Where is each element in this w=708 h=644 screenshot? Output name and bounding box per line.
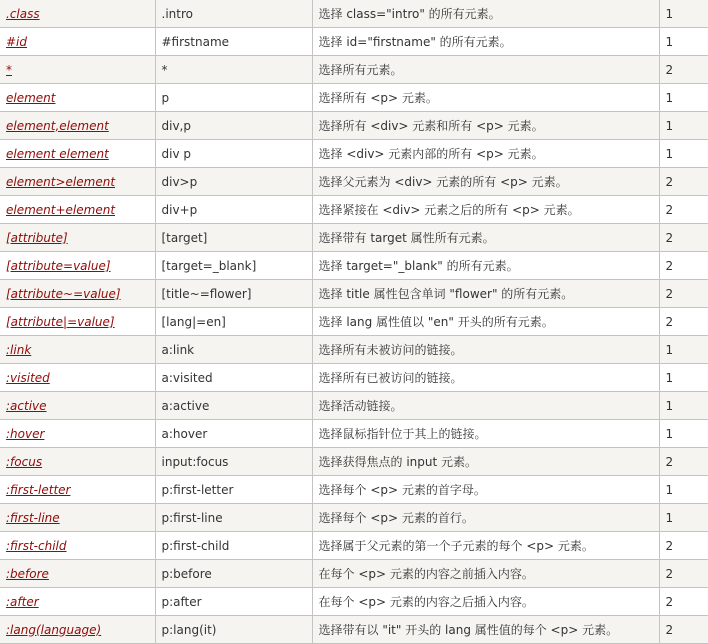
- selector-link[interactable]: :after: [6, 594, 39, 609]
- example-cell: input:focus: [155, 448, 312, 476]
- selector-link[interactable]: element+element: [6, 202, 116, 217]
- example-cell: p:lang(it): [155, 616, 312, 644]
- table-row: [0, 616, 708, 644]
- table-row: [0, 252, 708, 280]
- css-version-cell: 2: [659, 280, 708, 308]
- selector-cell: [0, 56, 155, 84]
- description-cell: 选择带有以 "it" 开头的 lang 属性值的每个 <p> 元素。: [312, 616, 659, 644]
- selector-cell: [0, 616, 155, 644]
- description-cell: 选择 lang 属性值以 "en" 开头的所有元素。: [312, 308, 659, 336]
- table-row: [0, 364, 708, 392]
- example-cell: #firstname: [155, 28, 312, 56]
- example-cell: div p: [155, 140, 312, 168]
- example-cell: a:active: [155, 392, 312, 420]
- example-cell: div>p: [155, 168, 312, 196]
- css-version-cell: 1: [659, 504, 708, 532]
- example-cell: [title~=flower]: [155, 280, 312, 308]
- selector-link[interactable]: :link: [6, 342, 32, 357]
- table-row: [0, 0, 708, 28]
- selector-link[interactable]: *: [6, 62, 12, 77]
- table-row: [0, 280, 708, 308]
- description-cell: 选择所有 <div> 元素和所有 <p> 元素。: [312, 112, 659, 140]
- selector-link[interactable]: [attribute=value]: [6, 258, 111, 273]
- selector-cell: [0, 280, 155, 308]
- selector-cell: [0, 560, 155, 588]
- table-row: [0, 112, 708, 140]
- selector-link[interactable]: element>element: [6, 174, 116, 189]
- selector-link[interactable]: .class: [6, 6, 40, 21]
- table-row: [0, 560, 708, 588]
- selector-link[interactable]: [attribute|=value]: [6, 314, 115, 329]
- example-cell: a:visited: [155, 364, 312, 392]
- css-version-cell: 2: [659, 224, 708, 252]
- table-row: [0, 224, 708, 252]
- selector-cell: [0, 112, 155, 140]
- description-cell: 选择 id="firstname" 的所有元素。: [312, 28, 659, 56]
- selector-cell: [0, 448, 155, 476]
- selector-link[interactable]: [attribute]: [6, 230, 68, 245]
- selector-link[interactable]: [attribute~=value]: [6, 286, 121, 301]
- selector-cell: [0, 252, 155, 280]
- selector-cell: [0, 196, 155, 224]
- table-row: [0, 420, 708, 448]
- description-cell: 选择紧接在 <div> 元素之后的所有 <p> 元素。: [312, 196, 659, 224]
- selector-link[interactable]: :first-letter: [6, 482, 71, 497]
- selector-link[interactable]: :active: [6, 398, 47, 413]
- selector-link[interactable]: :hover: [6, 426, 45, 441]
- example-cell: [lang|=en]: [155, 308, 312, 336]
- example-cell: div+p: [155, 196, 312, 224]
- table-row: [0, 56, 708, 84]
- selector-cell: [0, 420, 155, 448]
- selector-cell: [0, 0, 155, 28]
- selector-link[interactable]: :first-line: [6, 510, 60, 525]
- table-row: [0, 476, 708, 504]
- selector-cell: [0, 168, 155, 196]
- css-version-cell: 2: [659, 448, 708, 476]
- css-version-cell: 2: [659, 560, 708, 588]
- table-row: [0, 140, 708, 168]
- table-row: [0, 308, 708, 336]
- selector-cell: [0, 308, 155, 336]
- example-cell: p:first-letter: [155, 476, 312, 504]
- description-cell: 选择 target="_blank" 的所有元素。: [312, 252, 659, 280]
- selector-link[interactable]: :first-child: [6, 538, 67, 553]
- table-row: [0, 532, 708, 560]
- selector-link[interactable]: :before: [6, 566, 49, 581]
- css-version-cell: 1: [659, 112, 708, 140]
- example-cell: p:after: [155, 588, 312, 616]
- table-row: [0, 28, 708, 56]
- description-cell: 选择带有 target 属性所有元素。: [312, 224, 659, 252]
- selector-link[interactable]: element: [6, 90, 56, 105]
- css-version-cell: 1: [659, 84, 708, 112]
- example-cell: .intro: [155, 0, 312, 28]
- example-cell: [target]: [155, 224, 312, 252]
- table-row: [0, 84, 708, 112]
- selector-cell: [0, 336, 155, 364]
- description-cell: 选择 title 属性包含单词 "flower" 的所有元素。: [312, 280, 659, 308]
- selector-link[interactable]: element element: [6, 146, 109, 161]
- description-cell: 选择 class="intro" 的所有元素。: [312, 0, 659, 28]
- selector-link[interactable]: #id: [6, 34, 28, 49]
- example-cell: *: [155, 56, 312, 84]
- selector-cell: [0, 84, 155, 112]
- table-row: [0, 196, 708, 224]
- css-version-cell: 1: [659, 364, 708, 392]
- table-row: [0, 504, 708, 532]
- table-row: [0, 336, 708, 364]
- css-version-cell: 2: [659, 308, 708, 336]
- selector-cell: [0, 504, 155, 532]
- selector-cell: [0, 588, 155, 616]
- css-version-cell: 2: [659, 252, 708, 280]
- css-version-cell: 1: [659, 28, 708, 56]
- selector-cell: [0, 28, 155, 56]
- selector-cell: [0, 224, 155, 252]
- example-cell: a:hover: [155, 420, 312, 448]
- description-cell: 选择父元素为 <div> 元素的所有 <p> 元素。: [312, 168, 659, 196]
- css-version-cell: 1: [659, 0, 708, 28]
- selector-link[interactable]: element,element: [6, 118, 109, 133]
- css-version-cell: 1: [659, 392, 708, 420]
- selector-cell: [0, 140, 155, 168]
- example-cell: p:first-child: [155, 532, 312, 560]
- example-cell: div,p: [155, 112, 312, 140]
- css-version-cell: 2: [659, 168, 708, 196]
- table-row: [0, 392, 708, 420]
- description-cell: 选择所有未被访问的链接。: [312, 336, 659, 364]
- css-version-cell: 2: [659, 532, 708, 560]
- description-cell: 选择每个 <p> 元素的首行。: [312, 504, 659, 532]
- description-cell: 选择活动链接。: [312, 392, 659, 420]
- css-version-cell: 2: [659, 56, 708, 84]
- description-cell: 选择属于父元素的第一个子元素的每个 <p> 元素。: [312, 532, 659, 560]
- css-version-cell: 1: [659, 420, 708, 448]
- example-cell: [target=_blank]: [155, 252, 312, 280]
- description-cell: 选择获得焦点的 input 元素。: [312, 448, 659, 476]
- description-cell: 选择每个 <p> 元素的首字母。: [312, 476, 659, 504]
- description-cell: 在每个 <p> 元素的内容之前插入内容。: [312, 560, 659, 588]
- css-version-cell: 2: [659, 588, 708, 616]
- css-version-cell: 2: [659, 616, 708, 644]
- selector-cell: [0, 476, 155, 504]
- description-cell: 选择所有 <p> 元素。: [312, 84, 659, 112]
- selector-cell: [0, 392, 155, 420]
- css-version-cell: 2: [659, 196, 708, 224]
- selector-link[interactable]: :visited: [6, 370, 50, 385]
- table-row: [0, 168, 708, 196]
- example-cell: p: [155, 84, 312, 112]
- selector-link[interactable]: :focus: [6, 454, 43, 469]
- description-cell: 选择所有元素。: [312, 56, 659, 84]
- description-cell: 选择鼠标指针位于其上的链接。: [312, 420, 659, 448]
- css-version-cell: 1: [659, 140, 708, 168]
- css-version-cell: 1: [659, 336, 708, 364]
- description-cell: 选择 <div> 元素内部的所有 <p> 元素。: [312, 140, 659, 168]
- selector-link[interactable]: :lang(language): [6, 622, 102, 637]
- table-row: [0, 588, 708, 616]
- css-version-cell: 1: [659, 476, 708, 504]
- example-cell: p:first-line: [155, 504, 312, 532]
- description-cell: 在每个 <p> 元素的内容之后插入内容。: [312, 588, 659, 616]
- selector-cell: [0, 532, 155, 560]
- example-cell: a:link: [155, 336, 312, 364]
- example-cell: p:before: [155, 560, 312, 588]
- description-cell: 选择所有已被访问的链接。: [312, 364, 659, 392]
- table-row: [0, 448, 708, 476]
- selector-cell: [0, 364, 155, 392]
